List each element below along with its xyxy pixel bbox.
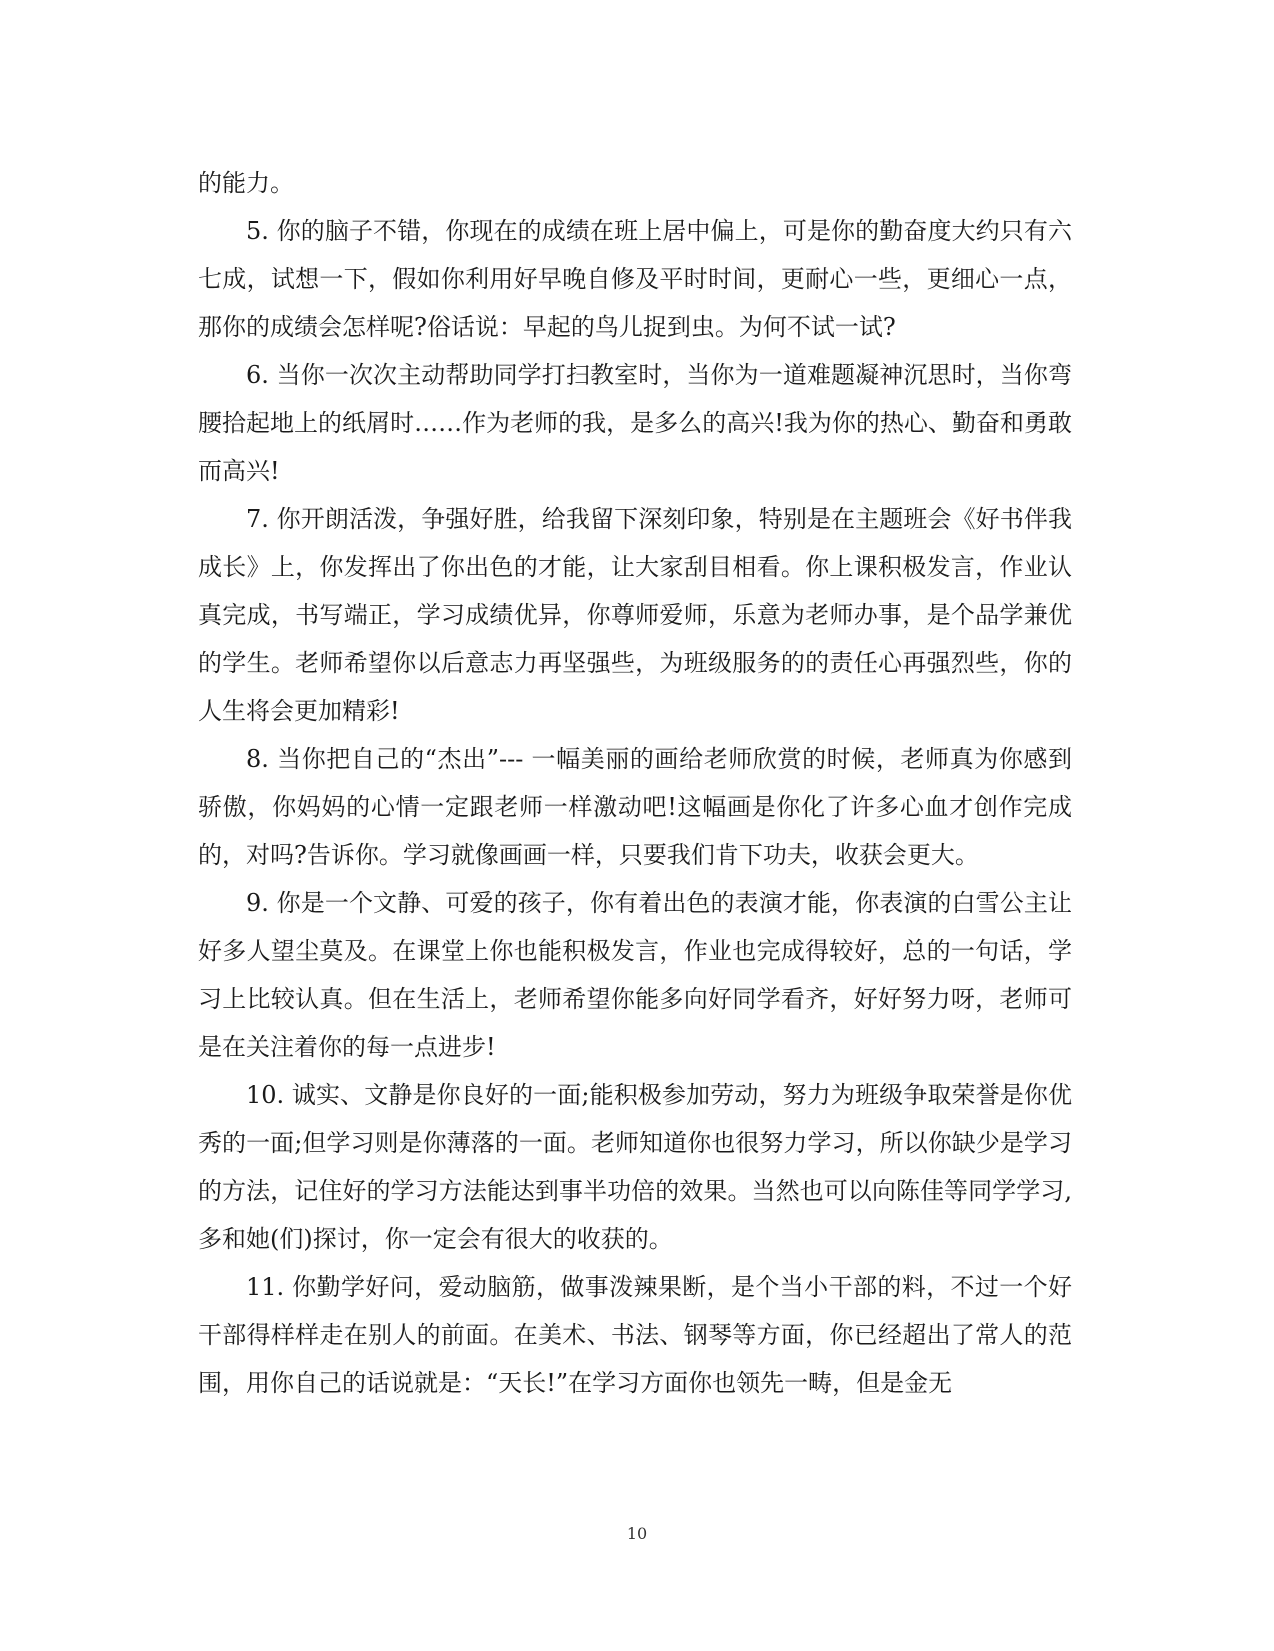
paragraph-continuation: 的能力。 <box>198 169 294 197</box>
paragraph-10: 10. 诚实、文静是你良好的一面;能积极参加劳动，努力为班级争取荣誉是你优秀的一面;但学习则是你薄落的一面。老师知道你也很努力学习，所以你缺少是学习的方法，记住好的学习方法能达到事半功倍的效果。当然也可以向陈佳等同学学习,多和她(们)探讨，你一定会有很大的收获的。 <box>198 1081 1072 1253</box>
paragraph-6: 6. 当你一次次主动帮助同学打扫教室时，当你为一道难题凝神沉思时，当你弯腰拾起地上的纸屑时……作为老师的我，是多么的高兴!我为你的热心、勤奋和勇敢而高兴! <box>198 361 1072 485</box>
page-number: 10 <box>626 1524 648 1543</box>
body-text <box>198 159 1072 1407</box>
paragraph-5: 5. 你的脑子不错，你现在的成绩在班上居中偏上，可是你的勤奋度大约只有六七成，试想一下，假如你利用好早晚自修及平时时间，更耐心一些，更细心一点，那你的成绩会怎样呢?俗话说：早起的鸟儿捉到虫。为何不试一试? <box>198 217 1072 341</box>
paragraph-9: 9. 你是一个文静、可爱的孩子，你有着出色的表演才能，你表演的白雪公主让好多人望尘莫及。在课堂上你也能积极发言，作业也完成得较好，总的一句话，学习上比较认真。但在生活上，老师希望你能多向好同学看齐，好好努力呀，老师可是在关注着你的每一点进步! <box>198 889 1072 1061</box>
paragraph-8: 8. 当你把自己的“杰出”--- 一幅美丽的画给老师欣赏的时候，老师真为你感到骄傲，你妈妈的心情一定跟老师一样激动吧!这幅画是你化了许多心血才创作完成的，对吗?告诉你。学习就像画画一样，只要我们肯下功夫，收获会更大。 <box>198 745 1072 869</box>
paragraph-7: 7. 你开朗活泼，争强好胜，给我留下深刻印象，特别是在主题班会《好书伴我成长》上，你发挥出了你出色的才能，让大家刮目相看。你上课积极发言，作业认真完成，书写端正，学习成绩优异，你尊师爱师，乐意为老师办事，是个品学兼优的学生。老师希望你以后意志力再坚强些，为班级服务的的责任心再强烈些，你的人生将会更加精彩! <box>198 505 1072 725</box>
paragraph-11: 11. 你勤学好问，爱动脑筋，做事泼辣果断，是个当小干部的料，不过一个好干部得样样走在别人的前面。在美术、书法、钢琴等方面，你已经超出了常人的范围，用你自己的话说就是：“天长!”在学习方面你也领先一畴，但是金无 <box>198 1273 1072 1397</box>
